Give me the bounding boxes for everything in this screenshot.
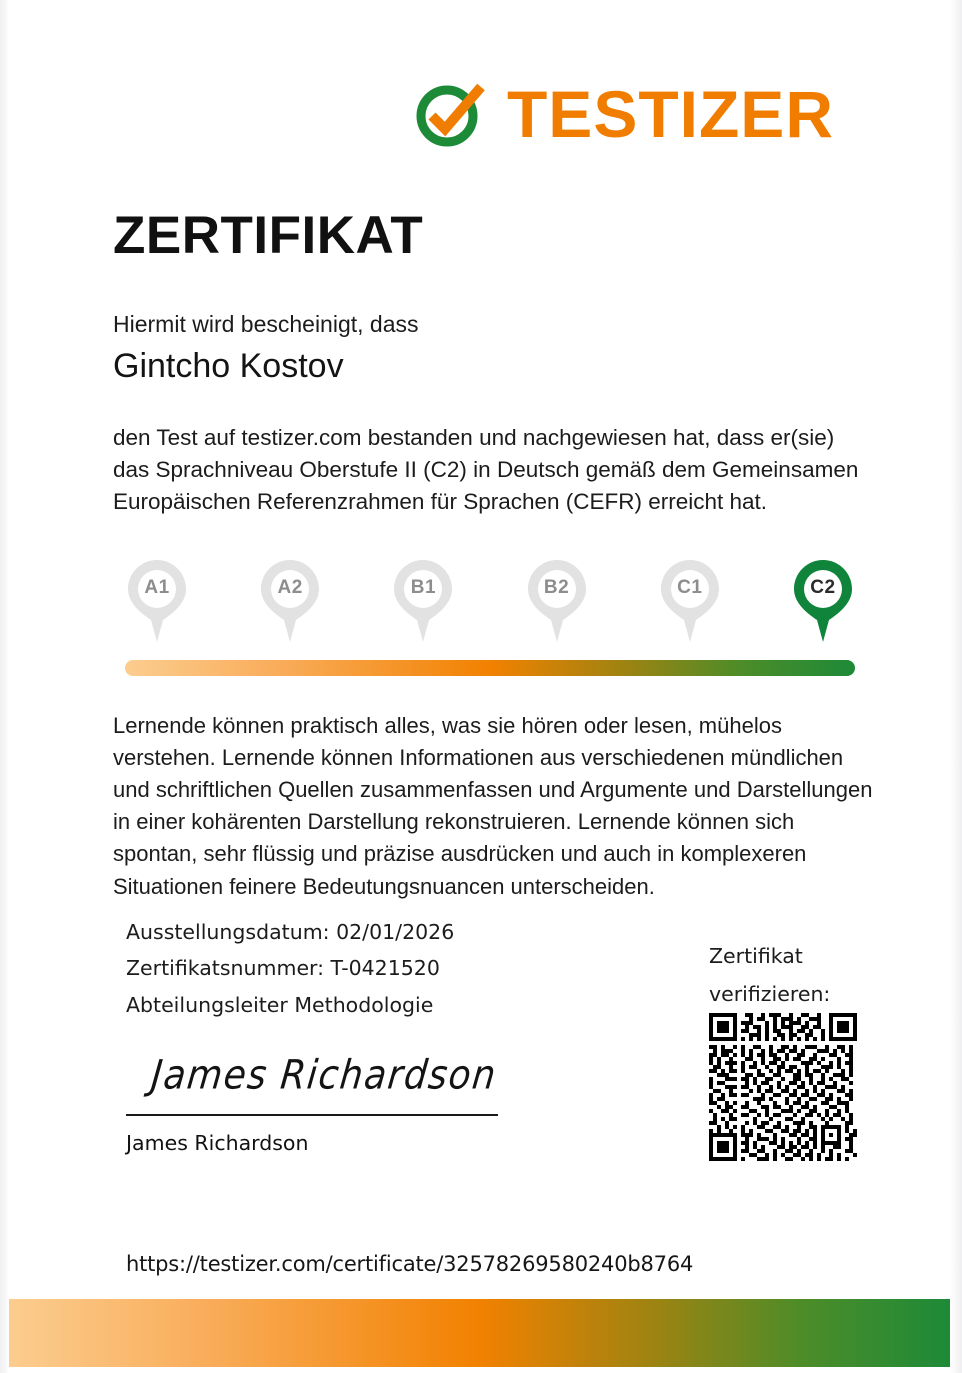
cefr-pin-a2 <box>258 558 322 644</box>
map-pin-icon <box>391 558 455 644</box>
map-pin-icon <box>125 558 189 644</box>
intro-text: Hiermit wird bescheinigt, dass <box>113 311 419 337</box>
signer-role: Abteilungsleiter Methodologie <box>126 992 434 1017</box>
verify-label-line1: Zertifikat <box>709 944 803 968</box>
page-title: ZERTIFIKAT <box>113 206 424 265</box>
cefr-pin-label: A1 <box>144 577 170 598</box>
cefr-pin-label: B2 <box>543 577 570 598</box>
cefr-pin-a1 <box>125 558 189 644</box>
map-pin-icon <box>258 558 322 644</box>
footer-gradient-bar <box>9 1299 950 1367</box>
certificate-details <box>126 914 454 1023</box>
cefr-progress-bar <box>125 660 855 676</box>
verify-label-line2: verifizieren: <box>709 981 831 1006</box>
cefr-pin-b2 <box>525 558 589 644</box>
cefr-pin-b1 <box>391 558 455 644</box>
brand-name: TESTIZER <box>506 77 834 151</box>
certificate-number: Zertifikatsnummer: T-0421520 <box>126 956 440 981</box>
cefr-pin-c2-active <box>791 558 855 644</box>
map-pin-icon <box>791 558 855 644</box>
cefr-pin-label: B1 <box>410 577 437 598</box>
handwritten-signature: James Richardson <box>149 1052 500 1099</box>
certificate-url[interactable]: https://testizer.com/certificate/32578269580240b8764 <box>126 1252 694 1276</box>
map-pin-icon <box>658 558 722 644</box>
signature-block <box>126 1052 500 1157</box>
recipient-name: Gintcho Kostov <box>113 347 344 385</box>
cefr-pin-label: C1 <box>677 577 703 598</box>
verify-label <box>709 938 830 1014</box>
check-circle-icon <box>413 78 485 150</box>
level-description: Lernende können praktisch alles, was sie hören oder lesen, mühelos verstehen. Lernende können Informationen aus verschiedenen mündlichen und schriftlichen Quellen zusammenfassen und Argumente und Darstellungen in einer kohärenten Darstellung rekonstruieren. Lernende können sich spontan, sehr flüssig und präzise ausdrücken und auch in komplexeren Situationen feinere Bedeutungsnuancen unterscheiden. <box>113 713 873 899</box>
cefr-scale <box>125 558 855 678</box>
signature-line <box>126 1114 498 1116</box>
signer-name: James Richardson <box>126 1131 309 1155</box>
qr-code-icon[interactable] <box>709 1013 857 1161</box>
cefr-pin-row <box>125 558 855 650</box>
issue-date: Ausstellungsdatum: 02/01/2026 <box>126 920 455 944</box>
certificate-sheet <box>9 4 950 1373</box>
cefr-pin-label: A2 <box>277 577 303 598</box>
map-pin-icon <box>525 558 589 644</box>
brand-logo <box>413 78 834 150</box>
cefr-pin-c1 <box>658 558 722 644</box>
statement-text: den Test auf testizer.com bestanden und nachgewiesen hat, dass er(sie) das Sprachniveau Oberstufe II (C2) in Deutsch gemäß dem Gemeinsamen Europäischen Referenzrahmen für Sprachen (CEFR) erreicht hat. <box>113 425 859 515</box>
cefr-pin-label: C2 <box>810 577 836 598</box>
